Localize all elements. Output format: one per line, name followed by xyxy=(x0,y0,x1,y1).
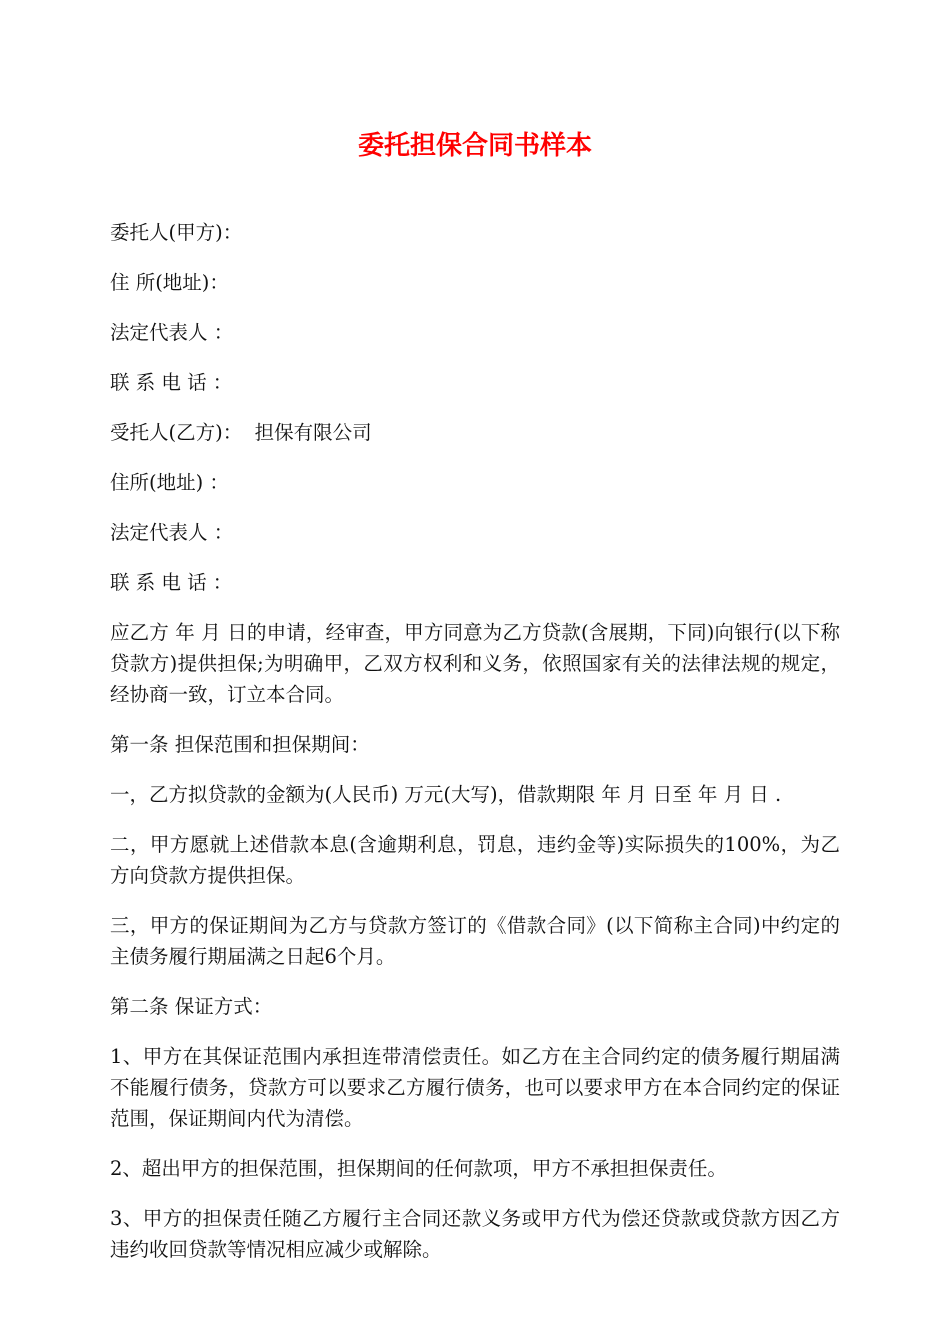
article-2-clause-1: 1、甲方在其保证范围内承担连带清偿责任。如乙方在主合同约定的债务履行期届满不能履行债务，贷款方可以要求乙方履行债务，也可以要求甲方在本合同约定的保证范围，保证期间内代为清偿。 xyxy=(110,1045,840,1130)
article-1-clause-2: 二，甲方愿就上述借款本息(含逾期利息，罚息，违约金等)实际损失的100%，为乙方向贷款方提供担保。 xyxy=(110,833,840,887)
article-2-heading: 第二条 保证方式： xyxy=(110,995,273,1018)
document-body xyxy=(110,217,840,1284)
field-trustee-address: 住所(地址) ： xyxy=(110,471,229,494)
article-2-clause-2: 2、超出甲方的担保范围，担保期间的任何款项，甲方不承担担保责任。 xyxy=(110,1157,727,1180)
field-principal-address: 住 所(地址)： xyxy=(110,271,229,294)
article-1-clause-1: 一，乙方拟贷款的金额为(人民币) 万元(大写)，借款期限 年 月 日至 年 月 日 . xyxy=(110,783,782,806)
field-trustee: 受托人(乙方)： 担保有限公司 xyxy=(110,421,372,444)
field-principal: 委托人(甲方)： xyxy=(110,221,243,244)
field-principal-representative: 法定代表人 ： xyxy=(110,321,234,344)
article-2-clause-3: 3、甲方的担保责任随乙方履行主合同还款义务或甲方代为偿还贷款或贷款方因乙方违约收回贷款等情况相应减少或解除。 xyxy=(110,1207,840,1261)
field-trustee-representative: 法定代表人 ： xyxy=(110,521,234,544)
preamble-paragraph: 应乙方 年 月 日的申请，经审查，甲方同意为乙方贷款(含展期，下同)向银行(以下称贷款方)提供担保;为明确甲，乙双方权利和义务，依照国家有关的法律法规的规定，经协商一致，订立本合同。 xyxy=(110,621,840,706)
field-principal-phone: 联 系 电 话 ： xyxy=(110,371,233,394)
field-trustee-phone: 联 系 电 话 ： xyxy=(110,571,233,594)
document-title: 委托担保合同书样本 xyxy=(357,131,592,161)
article-1-clause-3: 三，甲方的保证期间为乙方与贷款方签订的《借款合同》(以下简称主合同)中约定的主债务履行期届满之日起6个月。 xyxy=(110,914,840,968)
article-1-heading: 第一条 担保范围和担保期间： xyxy=(110,733,370,756)
